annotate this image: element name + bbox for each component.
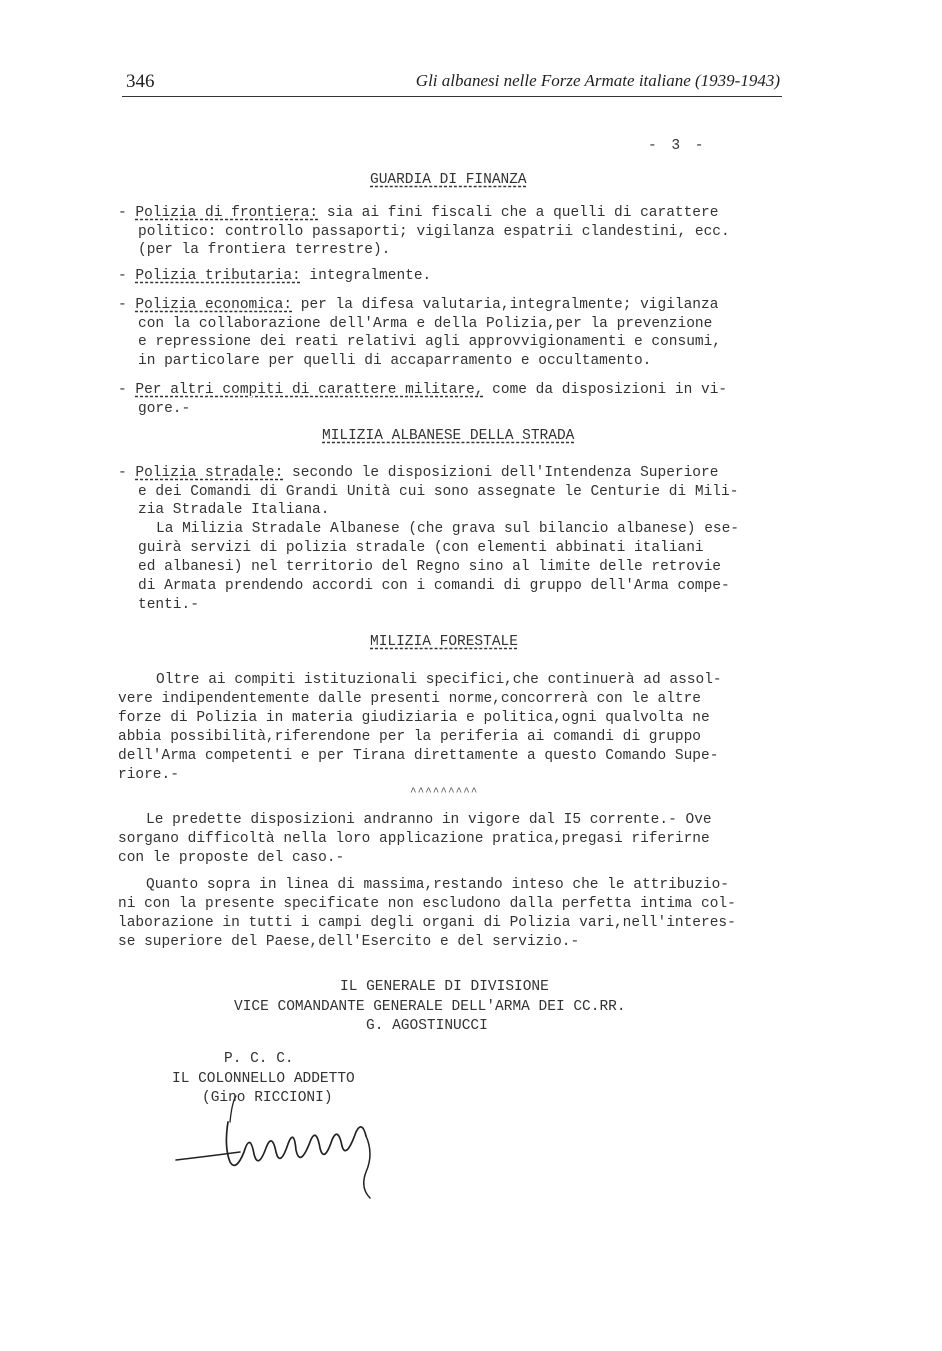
guardia-item-altri-compiti	[118, 381, 798, 418]
line-text: secondo le disposizioni dell'Intendenza Superiore	[283, 465, 719, 481]
bullet-line	[118, 241, 798, 260]
paragraph-line: vere indipendentemente dalle presenti norme,concorrerà con le altre	[118, 691, 701, 707]
paragraph-line: laborazione in tutti i campi degli organi di Polizia vari,nell'interes-	[118, 915, 736, 931]
section-title-guardia: GUARDIA DI FINANZA	[370, 172, 527, 188]
underlined-heading: Per altri compiti di carattere militare,	[135, 382, 484, 398]
guardia-item-tributaria	[118, 267, 798, 286]
page-marker: - 3 -	[648, 138, 707, 154]
underlined-heading: Polizia economica:	[135, 297, 293, 313]
closing-paragraph-2	[118, 876, 808, 952]
paragraph-line: tenti.-	[138, 597, 199, 613]
handwritten-signature	[170, 1092, 390, 1202]
paragraph-line: sorgano difficoltà nella loro applicazione pratica,pregasi riferirne	[118, 831, 710, 847]
line-text: come da disposizioni in vi-	[483, 382, 728, 398]
guardia-item-frontiera	[118, 204, 798, 260]
paragraph-line: di Armata prendendo accordi con i comandi di gruppo dell'Arma compe-	[138, 578, 730, 594]
paragraph-line: con le proposte del caso.-	[118, 850, 345, 866]
milizia-forestale-paragraph	[118, 671, 808, 785]
paragraph-line: forze di Polizia in materia giudiziaria e politica,ogni qualvolta ne	[118, 710, 710, 726]
paragraph-line: ed albanesi) nel territorio del Regno sino al limite delle retrovie	[138, 559, 721, 575]
underlined-heading: Polizia stradale:	[135, 465, 284, 481]
line-text: sia ai fini fiscali che a quelli di carattere	[318, 205, 719, 221]
bullet-line: - Polizia stradale: secondo le disposizioni dell'Intendenza Superiore	[118, 465, 719, 481]
line-text: e dei Comandi di Grandi Unità cui sono assegnate le Centurie di Mili-	[138, 483, 739, 500]
paragraph-line: guirà servizi di polizia stradale (con elementi abbinati italiani	[138, 540, 704, 556]
paragraph-line: Quanto sopra in linea di massima,restando inteso che le attribuzio-	[146, 877, 729, 893]
signature-block	[230, 978, 626, 1037]
page-header	[122, 70, 782, 97]
bullet-line: - Polizia di frontiera: sia ai fini fiscali che a quelli di carattere	[118, 205, 719, 221]
line-text: e repressione dei reati relativi agli approvvigionamenti e consumi,	[138, 334, 721, 350]
paragraph-line: se superiore del Paese,dell'Esercito e del servizio.-	[118, 934, 580, 950]
bullet-line	[118, 483, 798, 502]
pcc-officer-name: (Gino RICCIONI)	[202, 1090, 333, 1106]
line-text: integralmente.	[300, 268, 432, 284]
line-text: (per la frontiera terrestre).	[138, 242, 391, 258]
bullet-line: - Per altri compiti di carattere militare, come da disposizioni in vi-	[118, 382, 728, 398]
underlined-heading: Polizia di frontiera:	[135, 205, 319, 221]
paragraph-line: Oltre ai compiti istituzionali specifici,che continuerà ad assol-	[156, 672, 722, 688]
paragraph-line: ni con la presente specificate non escludono dalla perfetta intima col-	[118, 896, 736, 912]
section-title-milizia-strada: MILIZIA ALBANESE DELLA STRADA	[322, 428, 575, 444]
line-text: zia Stradale Italiana.	[138, 502, 330, 518]
line-text: per la difesa valutaria,integralmente; vigilanza	[292, 297, 719, 313]
bullet-line: - Polizia tributaria: integralmente.	[118, 268, 432, 284]
separator-mark: ^^^^^^^^^	[410, 787, 479, 799]
closing-paragraph-1	[118, 811, 808, 868]
bullet-line	[118, 333, 798, 352]
section-title-milizia-forestale: MILIZIA FORESTALE	[370, 634, 518, 650]
bullet-line	[118, 315, 798, 334]
paragraph-line: Le predette disposizioni andranno in vigore dal I5 corrente.- Ove	[146, 812, 712, 828]
signatory-name: G. AGOSTINUCCI	[366, 1018, 488, 1034]
milizia-strada-paragraph	[138, 520, 828, 615]
underlined-heading: Polizia tributaria:	[135, 268, 301, 284]
paragraph-line: riore.-	[118, 767, 179, 783]
paragraph-line: abbia possibilità,riferendone per la periferia ai comandi di gruppo	[118, 729, 701, 745]
bullet-line: - Polizia economica: per la difesa valutaria,integralmente; vigilanza	[118, 297, 719, 313]
signatory-role: VICE COMANDANTE GENERALE DELL'ARMA DEI CC.RR.	[234, 998, 626, 1015]
bullet-line	[118, 501, 798, 520]
bullet-line	[118, 223, 798, 242]
pcc-officer-title: IL COLONNELLO ADDETTO	[172, 1070, 355, 1087]
milizia-strada-item	[118, 464, 798, 520]
paragraph-line: La Milizia Stradale Albanese (che grava sul bilancio albanese) ese-	[156, 521, 739, 537]
pcc-label: P. C. C.	[224, 1051, 294, 1067]
line-text: gore.-	[138, 400, 191, 417]
line-text: con la collaborazione dell'Arma e della Polizia,per la prevenzione	[138, 315, 713, 332]
line-text: politico: controllo passaporti; vigilanza espatrii clandestini, ecc.	[138, 223, 730, 240]
bullet-line	[118, 400, 798, 419]
guardia-item-economica	[118, 296, 798, 370]
line-text: in particolare per quelli di accaparramento e occultamento.	[138, 352, 652, 369]
running-title: Gli albanesi nelle Forze Armate italiane (1939-1943)	[415, 71, 780, 90]
paragraph-line: dell'Arma competenti e per Tirana direttamente a questo Comando Supe-	[118, 748, 719, 764]
signatory-rank: IL GENERALE DI DIVISIONE	[340, 979, 549, 995]
bullet-line	[118, 352, 798, 371]
page-number: 346	[126, 71, 155, 92]
